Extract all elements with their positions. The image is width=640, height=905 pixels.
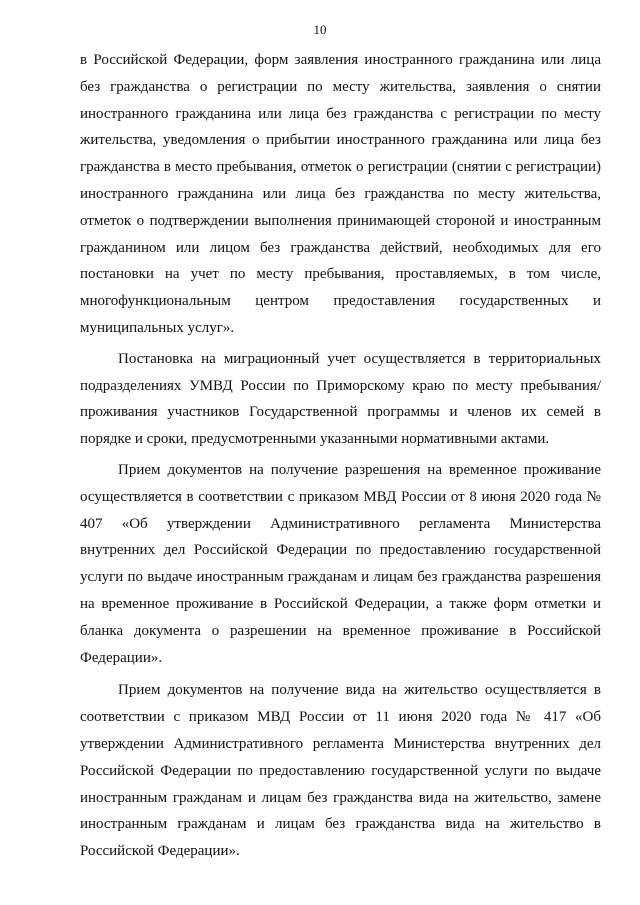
paragraph-continuation: в Российской Федерации, форм заявления иностранного гражданина или лица без гражданства о регистрации по месту жительства, заявления о снятии иностранного гражданина или лица без гражданства с регистрации по месту жительства, уведомления о прибытии иностранного гражданина или лица без гражданства в место пребывания, отметок о регистрации (снятии с регистрации) иностранного гражданина или лица без гражданства по месту жительства, отметок о подтверждении выполнения принимающей стороной и иностранным гражданином или лицом без гражданства действий, необходимых для его постановки на учет по месту пребывания, проставляемых, в том числе, многофункциональным центром предоставления государственных и муниципальных услуг».: [80, 52, 601, 336]
paragraph-residence-permit: Прием документов на получение вида на жительство осуществляется в соответствии с приказом МВД России от 11 июня 2020 года № 417 «Об утверждении Административного регламента Министерства внутренних дел Российской Федерации по предоставлению государственной услуги по выдаче иностранным гражданам и лицам без гражданства вида на жительство, замене иностранным гражданам и лицам без гражданства вида на жительство в Российской Федерации».: [80, 682, 601, 860]
paragraph-temporary-residence: Прием документов на получение разрешения на временное проживание осуществляется в соответствии с приказом МВД России от 8 июня 2020 года № 407 «Об утверждении Административного регламента Министерства внутренних дел Российской Федерации по предоставлению государственной услуги по выдаче иностранным гражданам и лицам без гражданства разрешения на временное проживание в Российской Федерации, а также форм отметки и бланка документа о разрешении на временное проживание в Российской Федерации».: [80, 461, 601, 666]
page-number: 10: [313, 22, 327, 37]
document-body: [80, 47, 601, 865]
paragraph-migration-registration: Постановка на миграционный учет осуществляется в территориальных подразделениях УМВД России по Приморскому краю по месту пребывания/проживания участников Государственной программы и членов их семей в порядке и сроки, предусмотренными указанными нормативными актами.: [80, 350, 601, 448]
